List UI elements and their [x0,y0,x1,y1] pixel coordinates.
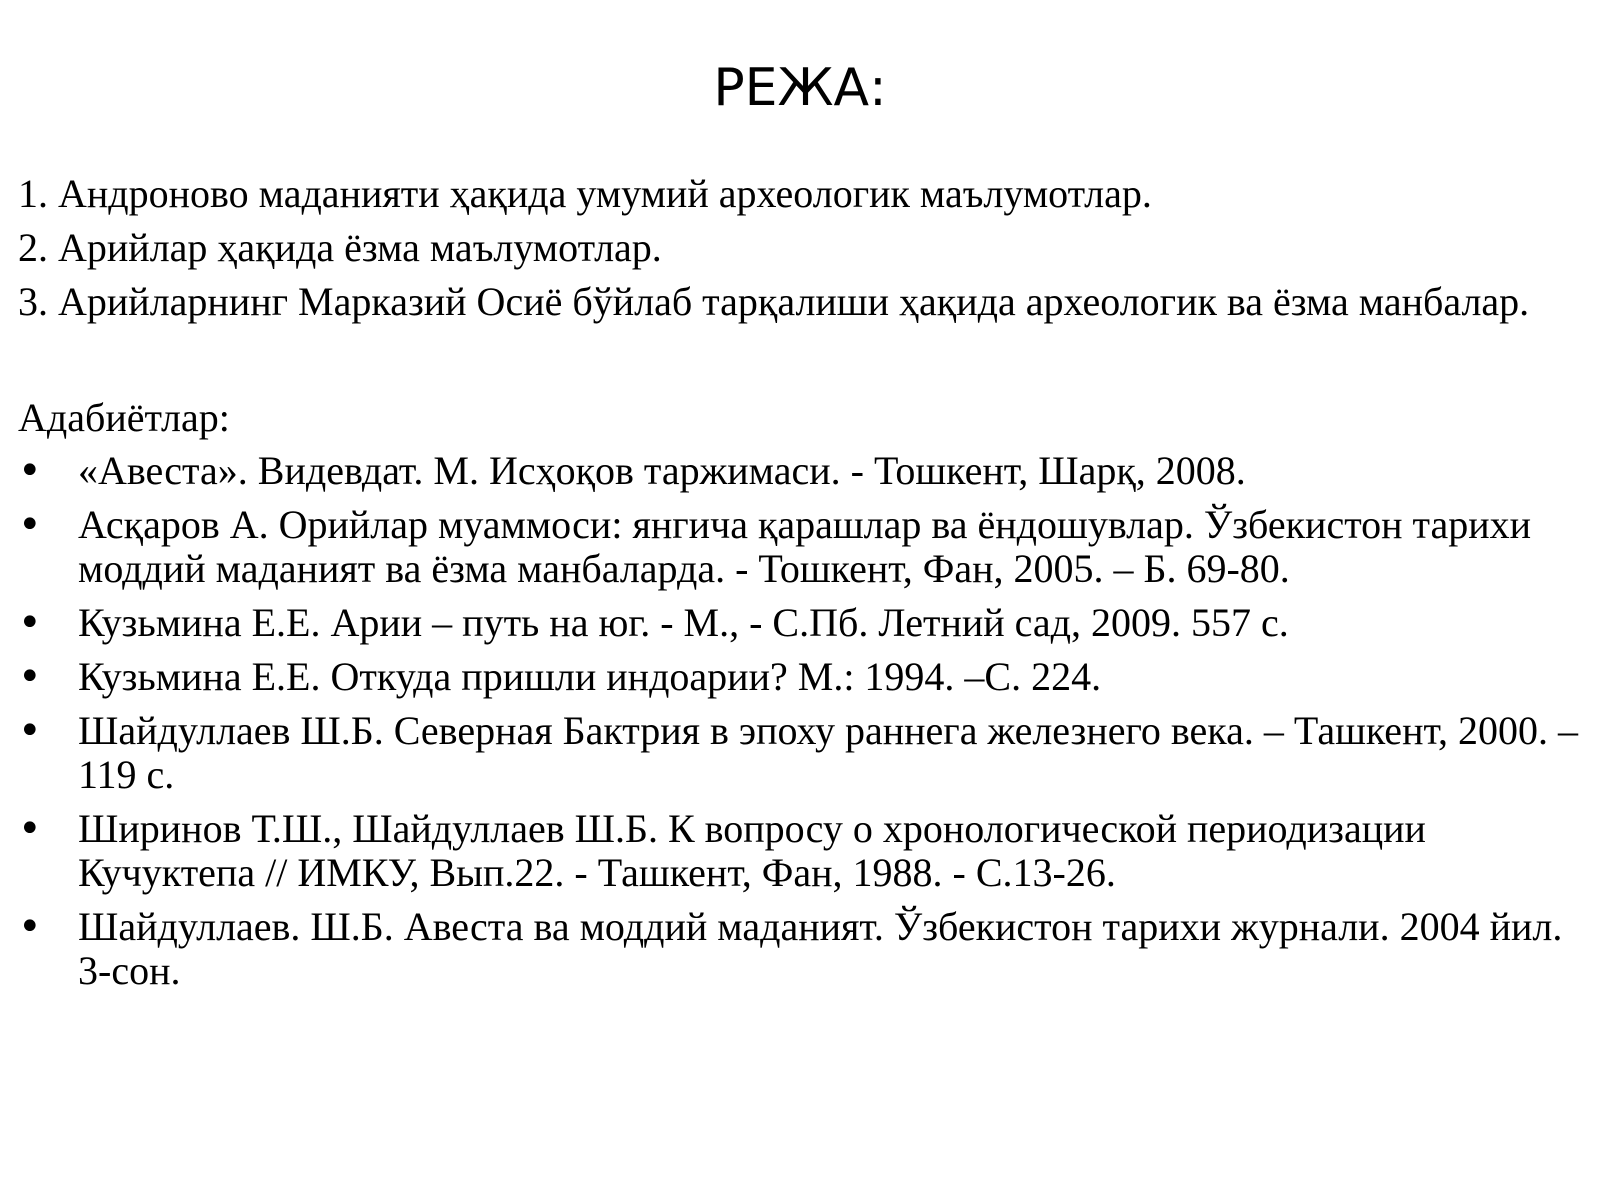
literature-item-text: Кузьмина Е.Е. Арии – путь на юг. - М., - С.Пб. Летний сад, 2009. 557 с. [78,600,1289,645]
literature-item [18,905,1588,993]
literature-item-text: «Авеста». Видевдат. М. Исҳоқов таржимаси. - Тошкент, Шарқ, 2008. [78,448,1246,493]
literature-item [18,601,1588,645]
literature-item-text: Кузьмина Е.Е. Откуда пришли индоарии? М.: 1994. –С. 224. [78,654,1102,699]
literature-item [18,655,1588,699]
literature-item [18,449,1588,493]
literature-item-text: Асқаров А. Орийлар муаммоси: янгича қарашлар ва ёндошувлар. Ўзбекистон тарихи моддий маданият ва ёзма манбаларда. - Тошкент, Фан, 2005. – Б. 69-80. [78,502,1532,591]
bullet-icon: • [18,502,42,548]
plan-item-3: 3. Арийларнинг Марказий Осиё бўйлаб тарқалиши ҳақида археологик ва ёзма манбалар. [18,279,1530,324]
literature-list [18,449,1588,993]
plan-list [18,172,1588,324]
literature-item-text: Шайдуллаев. Ш.Б. Авеста ва моддий маданият. Ўзбекистон тарихи журнали. 2004 йил. 3-сон. [78,904,1563,993]
bullet-icon: • [18,806,42,852]
literature-item-text: Шайдуллаев Ш.Б. Северная Бактрия в эпоху раннега железнего века. – Ташкент, 2000. – 119 с. [78,708,1578,797]
bullet-icon: • [18,448,42,494]
literature-item [18,807,1588,895]
bullet-icon: • [18,654,42,700]
plan-item-2: 2. Арийлар ҳақида ёзма маълумотлар. [18,225,662,270]
bullet-icon: • [18,600,42,646]
page-title: РЕЖА: [713,58,887,118]
bullet-icon: • [18,708,42,754]
slide-content [18,172,1588,1003]
plan-item-1: 1. Андроново маданияти ҳақида умумий археологик маълумотлар. [18,171,1152,216]
literature-heading: Адабиётлар: [18,395,230,440]
literature-item [18,503,1588,591]
bullet-icon: • [18,904,42,950]
literature-item-text: Ширинов Т.Ш., Шайдуллаев Ш.Б. К вопросу о хронологической периодизации Кучуктепа // ИМКУ, Вып.22. - Ташкент, Фан, 1988. - С.13-26. [78,806,1426,895]
literature-item [18,709,1588,797]
